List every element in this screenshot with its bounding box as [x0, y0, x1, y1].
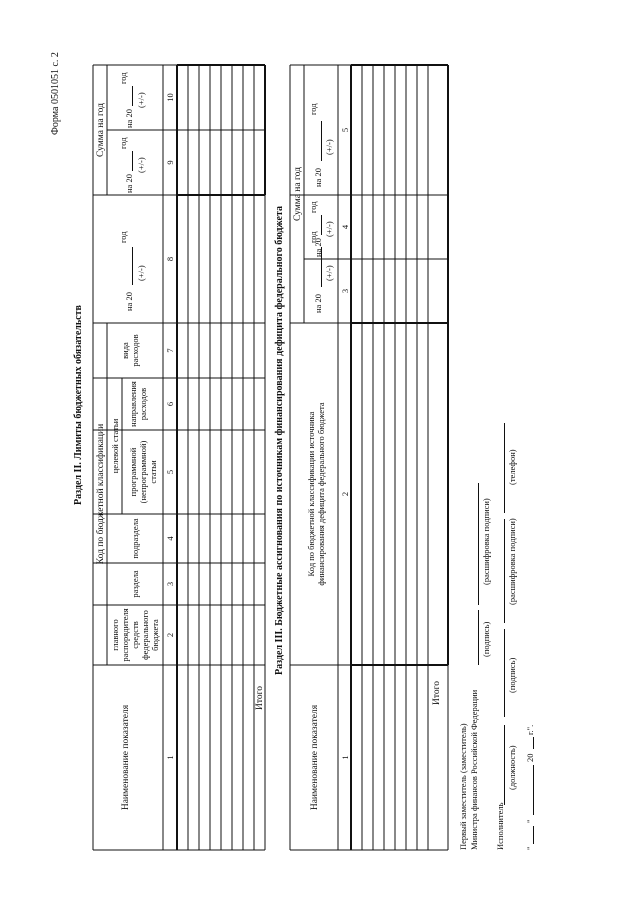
year-suffix: год — [308, 201, 318, 213]
s3-col-code — [306, 323, 326, 665]
executor-phone-line — [504, 423, 505, 513]
official-title-2: Министра финансов Российской Федерации — [469, 689, 479, 850]
s3-col-name: Наименование показателя — [310, 704, 320, 811]
s3-year-col-5 — [308, 65, 338, 195]
s3-num: 4 — [340, 224, 350, 230]
s2-num: 1 — [165, 755, 175, 760]
grbs-line: федерального — [140, 610, 150, 660]
date-day-line — [533, 826, 534, 844]
section3-title: Раздел III. Бюджетные ассигнования по источникам финансирования дефицита федерального бюджета — [274, 206, 285, 675]
year-prefix: на 20 — [124, 292, 134, 311]
s2-total: Итого — [255, 685, 265, 710]
plusminus: (+/-) — [324, 221, 334, 237]
year-blank — [321, 121, 322, 161]
plusminus: (+/-) — [324, 139, 334, 155]
executor-position-line — [504, 725, 505, 805]
s2-num: 10 — [165, 93, 175, 102]
executor-sign-line — [504, 629, 505, 717]
year-suffix: год — [308, 231, 318, 243]
year-suffix: год — [118, 137, 128, 149]
s2-num: 2 — [165, 632, 175, 638]
plusminus: (+/-) — [324, 265, 334, 281]
year-prefix: на 20 — [124, 174, 134, 193]
year-prefix: на 20 — [124, 109, 134, 128]
direction-line: направления — [128, 381, 138, 427]
program-line: (непрограммной) — [138, 440, 148, 504]
s2-num: 3 — [165, 581, 175, 587]
s2-num: 7 — [165, 348, 175, 353]
s3-num: 1 — [340, 755, 350, 760]
s2-num: 4 — [165, 536, 175, 541]
code-line: финансирования дефицита федерального бюджета — [316, 402, 326, 586]
date-suffix: г.". — [525, 724, 535, 735]
year-suffix: год — [118, 231, 128, 243]
code-line: Код по бюджетной классификации источника — [306, 411, 316, 577]
executor-decode-hint: (расшифровка подписи) — [507, 518, 517, 605]
official-title-1: Первый заместитель (заместитель) — [458, 723, 468, 850]
plusminus: (+/-) — [136, 157, 146, 173]
plusminus: (+/-) — [136, 92, 146, 108]
s2-target-group: целевой статьи — [110, 418, 120, 474]
form-number: Форма 0501051 с. 2 — [50, 52, 61, 135]
s3-num: 5 — [340, 127, 350, 133]
direction-line: расходов — [138, 387, 148, 421]
executor-label: Исполнитель — [495, 802, 505, 850]
vid-line: вида — [120, 342, 130, 359]
date-year: 20 — [525, 753, 535, 762]
grbs-line: главного — [110, 619, 120, 651]
grbs-line: распорядителя — [120, 608, 130, 662]
date-quote-close: " — [525, 819, 535, 823]
executor-position-hint: (должность) — [507, 745, 517, 790]
year-suffix: год — [308, 103, 318, 115]
s3-num: 3 — [340, 288, 350, 294]
s2-code-group: Код по бюджетной классификации — [96, 423, 106, 565]
official-decode-hint: (расшифровка подписи) — [481, 498, 491, 585]
date-quote-open: " — [525, 846, 535, 850]
s3-sum-group: Сумма на год — [293, 167, 303, 221]
s3-total: Итого — [432, 680, 442, 705]
s2-col-razdel: раздела — [130, 570, 140, 598]
vid-line: расходов — [130, 334, 140, 367]
program-line: статьи — [148, 460, 158, 484]
grbs-line: средств — [130, 621, 140, 649]
s2-col-name: Наименование показателя — [121, 704, 131, 811]
official-decode-line — [478, 483, 479, 605]
executor-sign-hint: (подпись) — [507, 657, 517, 693]
plusminus: (+/-) — [136, 265, 146, 281]
s2-num: 5 — [165, 469, 175, 475]
official-sign-line — [478, 610, 479, 665]
year-suffix: год — [118, 72, 128, 84]
s2-col-podrazdel: подраздела — [130, 518, 140, 559]
official-sign-hint: (подпись) — [481, 621, 491, 657]
s2-num: 9 — [165, 160, 175, 165]
s2-num: 6 — [165, 401, 175, 407]
executor-decode-line — [504, 519, 505, 623]
program-line: программной — [128, 447, 138, 497]
date-month-line — [533, 765, 534, 815]
s3-num: 2 — [340, 491, 350, 497]
date-year-line — [533, 737, 534, 749]
year-blank — [321, 215, 322, 235]
grbs-line: бюджета — [150, 619, 160, 651]
executor-phone-hint: (телефон) — [507, 449, 517, 485]
s3-year-col-4 — [308, 195, 338, 259]
s2-num: 8 — [165, 256, 175, 262]
s2-sum-group: Сумма на год — [96, 103, 106, 157]
year-prefix: на 20 — [313, 294, 323, 313]
year-prefix: на 20 — [313, 168, 323, 187]
section2-title: Раздел II. Лимиты бюджетных обязательств — [73, 305, 84, 505]
year-prefix: на 20 — [313, 238, 323, 257]
